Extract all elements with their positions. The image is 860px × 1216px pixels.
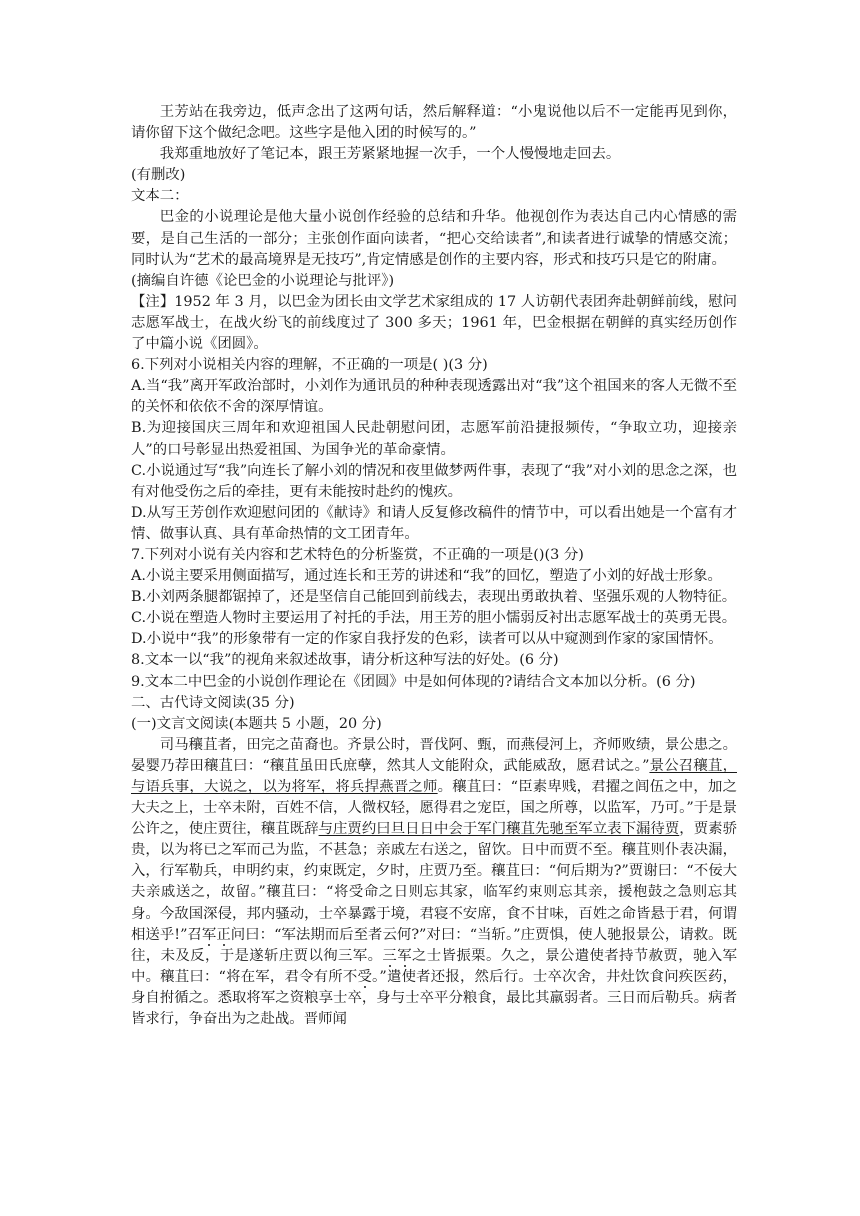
passage-text: 。”遣使者还报，然后行。士卒次舍，井灶饮食问疾医药，身自拊循之。悉取将军之资粮享士卒，身与士卒平分粮食，最比其羸弱者。三日而后勒兵。病者皆求行，争奋出为之赴战。晋师闻 [131, 968, 737, 1028]
question-7-option-d: D.小说中“我”的形象带有一定的作家自我抒发的色彩，读者可以从中窥测到作家的家国情怀。 [131, 631, 723, 648]
text2-body: 巴金的小说理论是他大量小说创作经验的总结和升华。他视创作为表达自己内心情感的需要，是自己生活的一部分；主张创作面向读者，“把心交给读者”,和读者进行诚挚的情感交流；同时认为“艺术的最高境界是无技巧”,肯定情感是创作的主要内容，形式和技巧只是它的附庸。 [131, 209, 737, 268]
underlined-sentence: 景公召穰苴，与语兵事，大说之，以为将军，将兵捍燕晋之师 [131, 757, 737, 795]
question-7-option-a: A.小说主要采用侧面描写，通过连长和王芳的讲述和“我”的回忆，塑造了小刘的好战士形象。 [131, 568, 722, 585]
underlined-sentence: 与庄贾约曰旦日日中会于军门穰苴先驰至军立表下漏待贾 [318, 821, 680, 838]
passage-text: 司马穰苴者，田完之苗裔也。齐景公时，晋伐阿、甄，而燕侵河上，齐师败绩，景公患之。晏婴乃荐田穰苴曰：“穰苴虽田氏庶孽，然其人文能附众，武能威敌，愿君试之。” [131, 736, 737, 774]
question-6-stem: 6.下列对小说相关内容的理解，不正确的一项是( )(3 分) [131, 357, 488, 374]
question-6-option-d: D.从写王芳创作欢迎慰问团的《献诗》和请人反复修改稿件的情节中，可以看出她是一个富有才情、做事认真、具有革命热情的文工团青年。 [131, 504, 737, 542]
page-content [131, 102, 737, 1030]
section-heading: 二、古代诗文阅读(35 分) [131, 694, 295, 711]
question-7-option-c: C.小说在塑造人物时主要运用了衬托的手法，用王芳的胆小懦弱反衬出志愿军战士的英勇无畏。 [131, 610, 737, 627]
passage-text: ，贾素骄贵，以为将已之军而己为监，不甚急；亲戚左右送之，留饮。日中而贾不至。穰苴则仆表决漏，入，行军勒兵，申明约束，约束既定，夕时，庄贾乃至。穰苴曰：“何后期为?”贾谢曰：“不佞大夫亲戚送之，故留。”穰苴曰：“将受命之日则忘其家，临军约束则忘其亲，援枹鼓之急则忘其身。今敌国深侵，邦内骚动，士卒暴露于境，君寝不安席，食不甘味，百姓之命皆悬于君，何谓相送乎!”召 [131, 821, 737, 943]
question-9: 9.文本二中巴金的小说创作理论在《团圆》中是如何体现的?请结合文本加以分析。(6 分) [131, 673, 696, 690]
text2-heading: 文本二： [131, 188, 189, 205]
text1-note: (有删改) [131, 167, 186, 184]
dotted-character: 军 [397, 947, 413, 964]
dotted-character: 三 [382, 947, 398, 964]
dotted-character: 正 [216, 926, 231, 943]
text2-annotation: 【注】1952 年 3 月，以巴金为团长由文学艺术家组成的 17 人访朝代表团奔赴朝鲜前线，慰问志愿军战士，在战火纷飞的前线度过了 300 多天；1961 年，巴金根据在朝鲜的真实经历创作了中篇小说《团圆》。 [131, 293, 737, 353]
question-6-option-c: C.小说通过写“我”向连长了解小刘的情况和夜里做梦两件事，表现了“我”对小刘的思念之深，也有对他受伤之后的牵挂，更有未能按时赴约的愧疚。 [131, 462, 737, 500]
classical-passage [131, 735, 737, 1030]
question-8: 8.文本一以“我”的视角来叙述故事，请分析这种写法的好处。(6 分) [131, 652, 559, 669]
dotted-character: 受 [357, 968, 373, 985]
passage-text: 问曰：“军法期而后至者云何?”对曰：“当斩。”庄贾惧，使人驰报景公，请救。既往，未及反，于是遂斩庄贾以徇三军。 [131, 926, 737, 964]
text1-paragraph: 我郑重地放好了笔记本，跟王芳紧紧地握一次手，一个人慢慢地走回去。 [159, 146, 621, 163]
question-7-option-b: B.小刘两条腿都锯掉了，还是坚信自己能回到前线去，表现出勇敢执着、坚强乐观的人物特征。 [131, 589, 737, 606]
text1-paragraph: 王芳站在我旁边，低声念出了这两句话，然后解释道：“小鬼说他以后不一定能再见到你，请你留下这个做纪念吧。这些字是他入团的时候写的。” [131, 104, 737, 142]
question-6-option-b: B.为迎接国庆三周年和欢迎祖国人民赴朝慰问团，志愿军前沿捷报频传，“争取立功，迎接亲人”的口号彰显出热爱祖国、为国争光的革命豪情。 [131, 420, 737, 458]
dotted-character: 军 [201, 926, 217, 943]
passage-text: 。穰苴曰：“臣素卑贱，君擢之闾伍之中，加之大夫之上，士卒未附，百姓不信，人微权轻，愿得君之宠臣，国之所尊，以监军，乃可。”于是景公许之，使庄贾往，穰苴既辞 [131, 779, 737, 838]
text2-source: (摘编自许德《论巴金的小说理论与批评》) [131, 272, 395, 289]
subsection-heading: (一)文言文阅读(本题共 5 小题，20 分) [131, 715, 382, 732]
question-6-option-a: A.当“我”离开军政治部时，小刘作为通讯员的种种表现透露出对“我”这个祖国来的客人无微不至的关怀和依依不舍的深厚情谊。 [131, 378, 737, 416]
question-7-stem: 7.下列对小说有关内容和艺术特色的分析鉴赏，不正确的一项是()(3 分) [131, 546, 584, 563]
passage-text: 之士皆振栗。久之，景公遣使者持节赦贾，驰入军中。穰苴曰：“将在军，君令有所不 [131, 947, 737, 985]
